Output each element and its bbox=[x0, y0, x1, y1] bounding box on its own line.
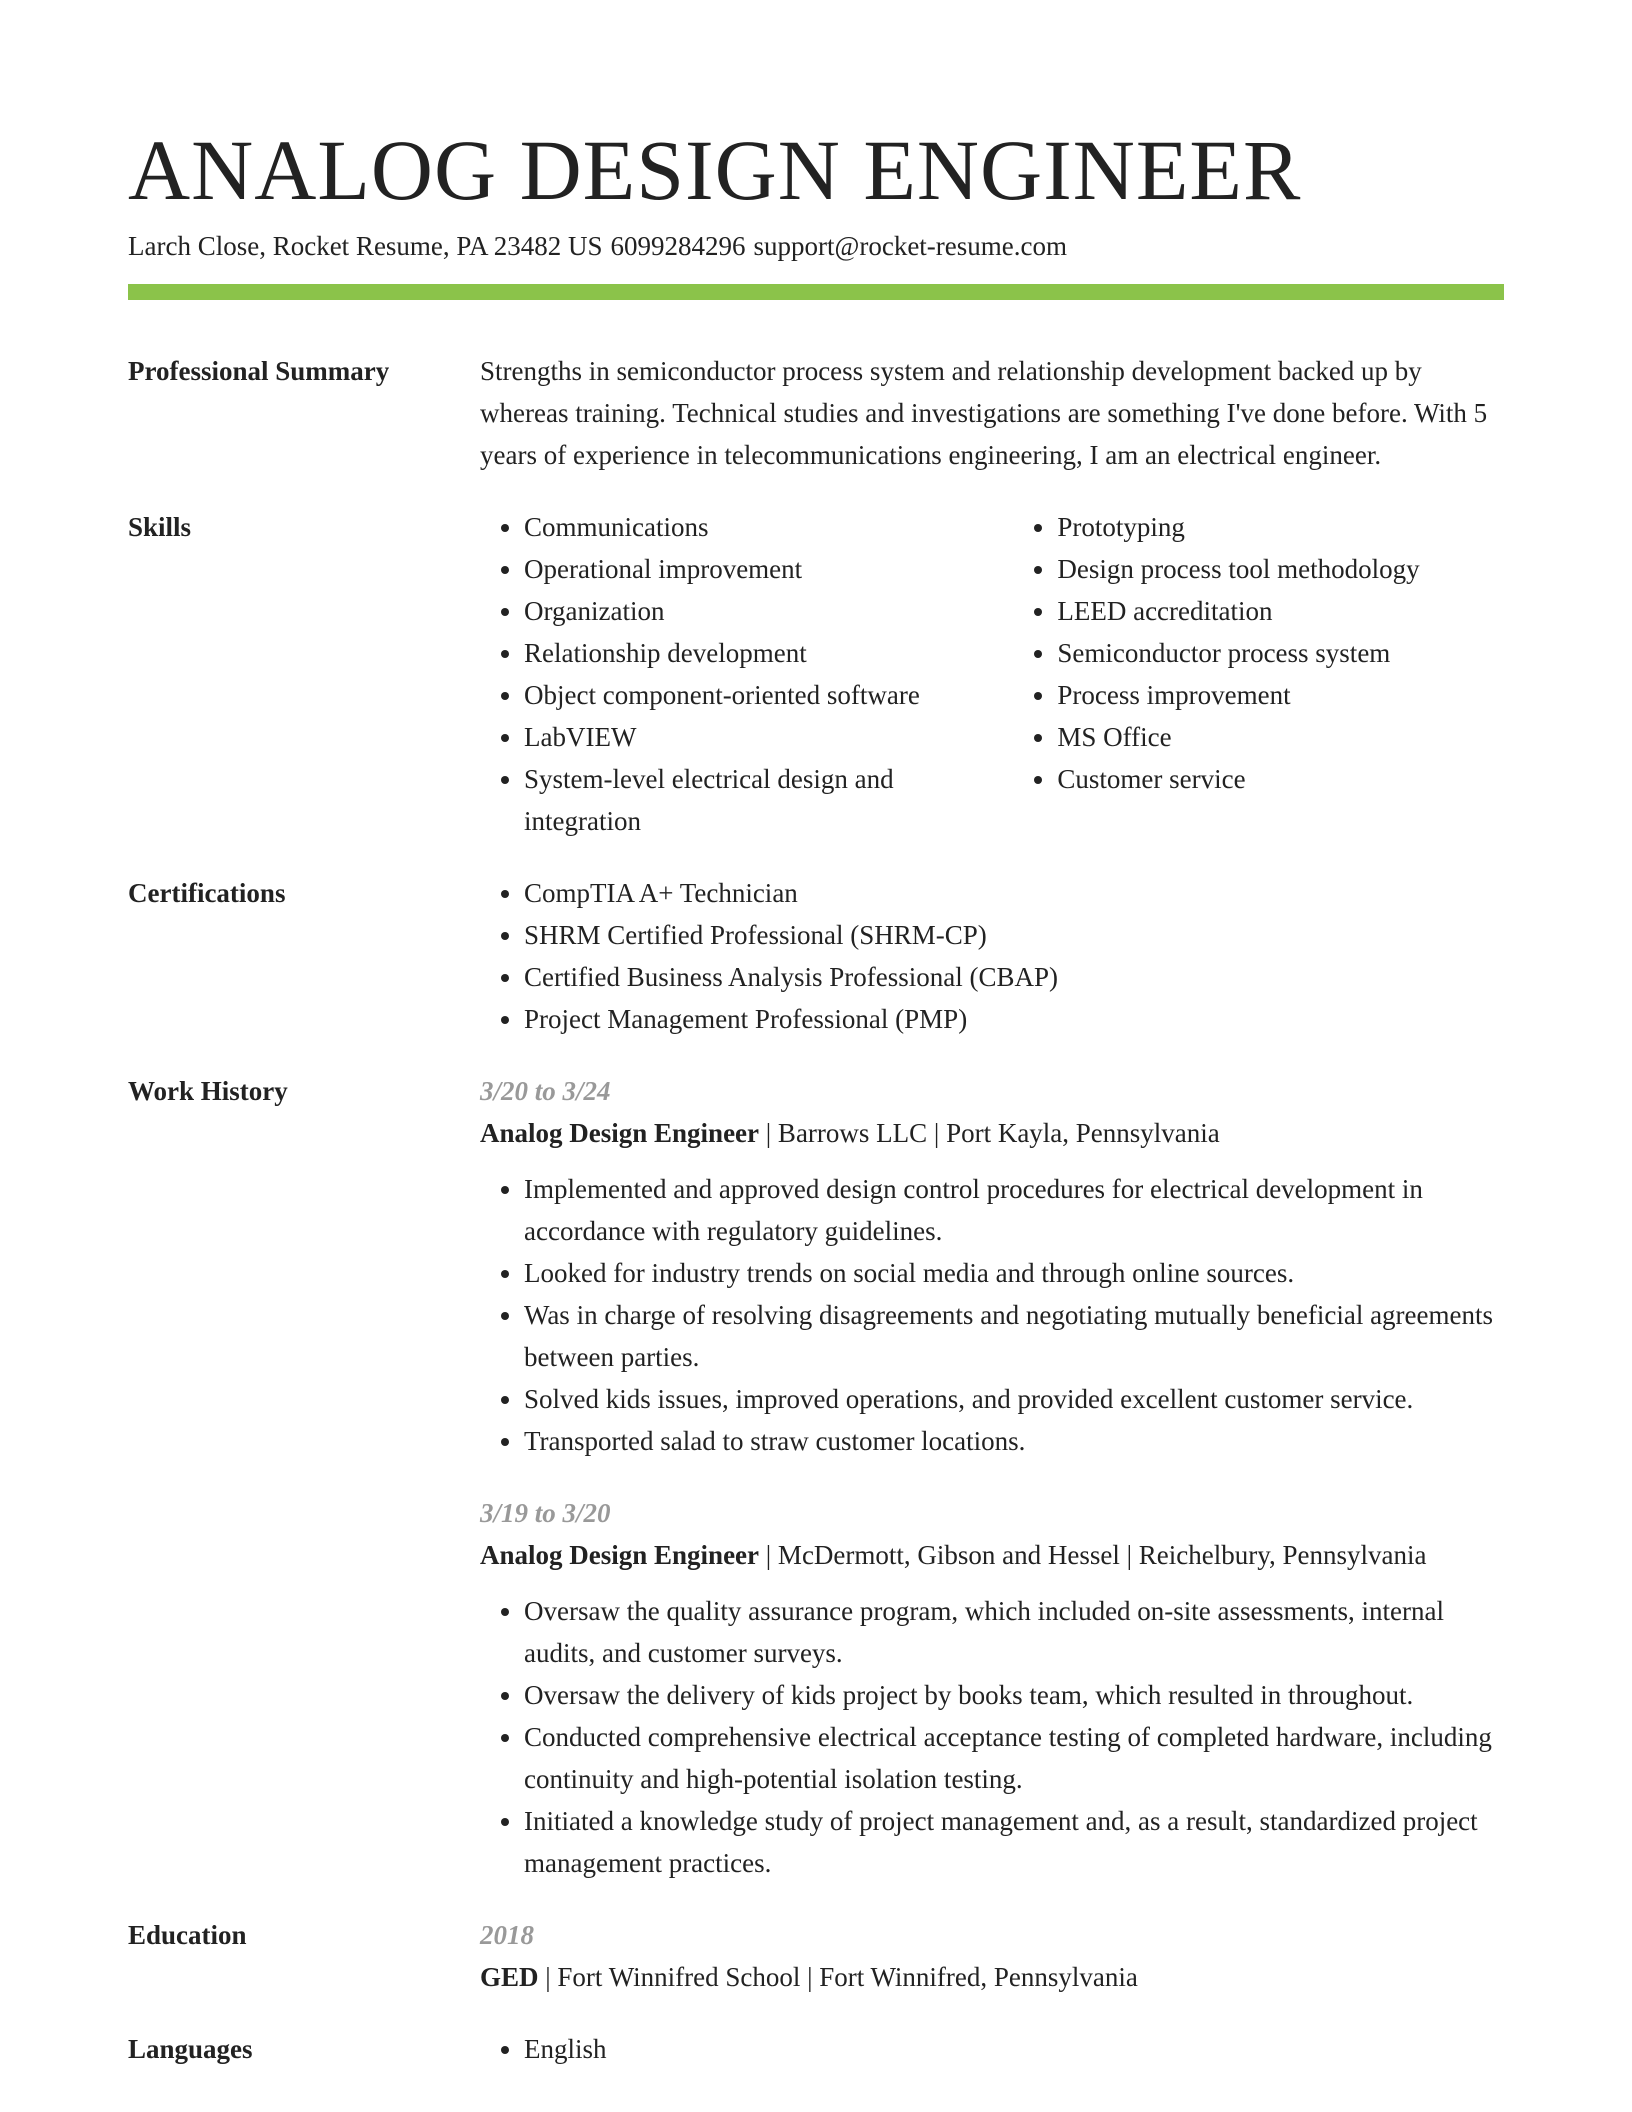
job-bullets bbox=[480, 1168, 1504, 1462]
contact-phone: 6099284296 bbox=[610, 231, 746, 261]
skills-list-col2 bbox=[1013, 506, 1504, 842]
skills-list-col1 bbox=[480, 506, 1013, 842]
summary-heading: Professional Summary bbox=[128, 356, 390, 386]
skill-item: • Operational improvement bbox=[524, 548, 1013, 590]
skill-item: • LEED accreditation bbox=[1057, 590, 1504, 632]
job-title: Analog Design Engineer bbox=[480, 1540, 760, 1570]
education-details: | Fort Winnifred School | Fort Winnifred, Pennsylvania bbox=[538, 1962, 1138, 1992]
work-history-section bbox=[128, 1070, 1504, 1884]
job-dates: 3/19 to 3/20 bbox=[480, 1498, 611, 1528]
certifications-section bbox=[128, 872, 1504, 1040]
job-dates: 3/20 to 3/24 bbox=[480, 1076, 611, 1106]
job-heading bbox=[480, 1534, 1504, 1576]
skill-item: • Object component-oriented software bbox=[524, 674, 1013, 716]
summary-section bbox=[128, 350, 1504, 476]
education-entry bbox=[480, 1956, 1504, 1998]
job-bullets bbox=[480, 1590, 1504, 1884]
education-section bbox=[128, 1914, 1504, 1998]
skill-item: • LabVIEW bbox=[524, 716, 1013, 758]
job-bullet: • Oversaw the delivery of kids project by books team, which resulted in throughout. bbox=[524, 1674, 1504, 1716]
certification-item: • SHRM Certified Professional (SHRM-CP) bbox=[524, 914, 1504, 956]
education-heading: Education bbox=[128, 1920, 247, 1950]
job-details: | Barrows LLC | Port Kayla, Pennsylvania bbox=[759, 1118, 1220, 1148]
education-year: 2018 bbox=[480, 1920, 534, 1950]
skill-item: • Semiconductor process system bbox=[1057, 632, 1504, 674]
skill-item: • Design process tool methodology bbox=[1057, 548, 1504, 590]
job-details: | McDermott, Gibson and Hessel | Reichelbury, Pennsylvania bbox=[759, 1540, 1427, 1570]
job-bullet: • Initiated a knowledge study of project management and, as a result, standardized project management practices. bbox=[524, 1800, 1504, 1884]
skill-item: • Communications bbox=[524, 506, 1013, 548]
language-item: • English bbox=[524, 2028, 1504, 2070]
skill-item: • MS Office bbox=[1057, 716, 1504, 758]
skill-item: • System-level electrical design and integration bbox=[524, 758, 1013, 842]
summary-text: Strengths in semiconductor process system and relationship development backed up by whereas training. Technical studies and investigations are something I've done before. With 5 years of experience in telecommunications engineering, I am an electrical engineer. bbox=[480, 356, 1488, 470]
job-entry bbox=[480, 1070, 1504, 1462]
certifications-heading: Certifications bbox=[128, 878, 286, 908]
certification-item: • Certified Business Analysis Professional (CBAP) bbox=[524, 956, 1504, 998]
languages-list bbox=[480, 2028, 1504, 2070]
job-entry bbox=[480, 1492, 1504, 1884]
job-bullet: • Oversaw the quality assurance program, which included on-site assessments, internal audits, and customer surveys. bbox=[524, 1590, 1504, 1674]
certifications-list bbox=[480, 872, 1504, 1040]
contact-email: support@rocket-resume.com bbox=[753, 231, 1068, 261]
header-divider bbox=[128, 284, 1504, 300]
skill-item: • Organization bbox=[524, 590, 1013, 632]
job-bullet: • Implemented and approved design control procedures for electrical development in accordance with regulatory guidelines. bbox=[524, 1168, 1504, 1252]
job-bullet: • Conducted comprehensive electrical acceptance testing of completed hardware, including continuity and high-potential isolation testing. bbox=[524, 1716, 1504, 1800]
job-bullet: • Solved kids issues, improved operations, and provided excellent customer service. bbox=[524, 1378, 1504, 1420]
job-bullet: • Looked for industry trends on social media and through online sources. bbox=[524, 1252, 1504, 1294]
job-bullet: • Transported salad to straw customer locations. bbox=[524, 1420, 1504, 1462]
languages-heading: Languages bbox=[128, 2034, 253, 2064]
education-degree: GED bbox=[480, 1962, 539, 1992]
skill-item: • Relationship development bbox=[524, 632, 1013, 674]
contact-address: Larch Close, Rocket Resume, PA 23482 US bbox=[128, 231, 603, 261]
job-bullet: • Was in charge of resolving disagreements and negotiating mutually beneficial agreements between parties. bbox=[524, 1294, 1504, 1378]
skill-item: • Prototyping bbox=[1057, 506, 1504, 548]
resume-page bbox=[128, 120, 1504, 2070]
contact-line bbox=[128, 228, 1504, 264]
job-heading bbox=[480, 1112, 1504, 1154]
skills-heading: Skills bbox=[128, 512, 192, 542]
languages-section bbox=[128, 2028, 1504, 2070]
job-title: Analog Design Engineer bbox=[480, 1118, 760, 1148]
skills-section bbox=[128, 506, 1504, 842]
work-history-heading: Work History bbox=[128, 1076, 288, 1106]
resume-title: ANALOG DESIGN ENGINEER bbox=[128, 122, 1302, 218]
certification-item: • Project Management Professional (PMP) bbox=[524, 998, 1504, 1040]
skill-item: • Process improvement bbox=[1057, 674, 1504, 716]
skill-item: • Customer service bbox=[1057, 758, 1504, 800]
certification-item: • CompTIA A+ Technician bbox=[524, 872, 1504, 914]
